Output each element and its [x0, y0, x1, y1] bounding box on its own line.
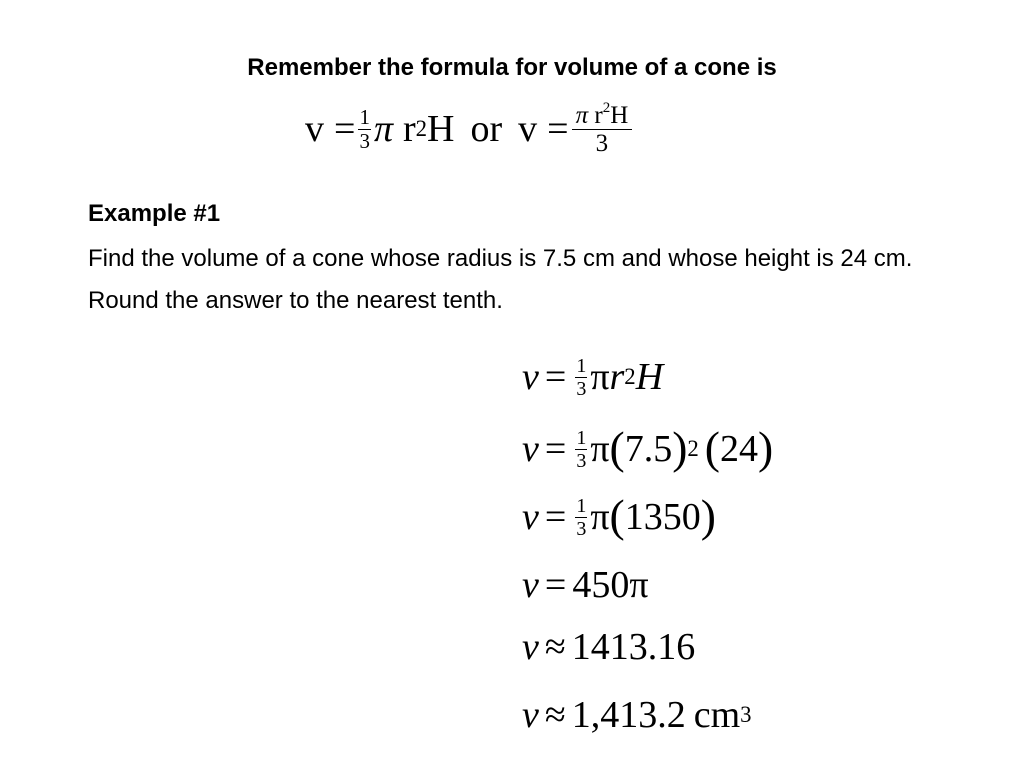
example-problem-text: Find the volume of a cone whose radius is 7.5 cm and whose height is 24 cm. Round the answer to the nearest tenth.	[88, 245, 913, 314]
solution-step-3: v = $\frac{1}{3}$ π ( 1350 )	[522, 490, 716, 542]
cone-volume-formula: v = $\frac{1}{3}$ π r 2 H or v = $\frac{\pi r^2H}{3}$	[305, 96, 635, 162]
solution-step-4: v = 450 π	[522, 564, 649, 606]
fraction-denominator-alt: 3	[595, 129, 609, 157]
pi-symbol: π	[373, 108, 393, 150]
formula-r: r	[402, 108, 416, 150]
example-title: Example #1	[88, 200, 221, 227]
formula-heading: Remember the formula for volume of a cone is	[247, 54, 777, 81]
formula-H: H	[427, 108, 455, 150]
fraction-denominator: 3	[359, 128, 370, 153]
formula-v-alt: v	[518, 108, 538, 150]
one-third-fraction	[358, 104, 371, 153]
formula-v: v	[305, 108, 324, 150]
fraction-numerator-alt: π $r^2H$	[572, 103, 633, 130]
formula-equals: =	[334, 108, 356, 150]
solution-step-5: v ≈ 1413.16	[522, 626, 696, 668]
fraction-numerator: 1	[359, 104, 370, 129]
solution-step-2: v = $\frac{1}{3}$ π ( 7.5 ) 2 ( 24 )	[522, 422, 774, 474]
solution-step-1: v = $\frac{1}{3}$ π r 2 H	[522, 354, 664, 400]
solution-step-6: v ≈ 1,413.2 cm 3	[522, 694, 752, 736]
formula-equals-alt: =	[547, 108, 569, 150]
formula-or: or	[470, 108, 503, 150]
pi-r2-h-over-3-fraction	[572, 99, 633, 157]
